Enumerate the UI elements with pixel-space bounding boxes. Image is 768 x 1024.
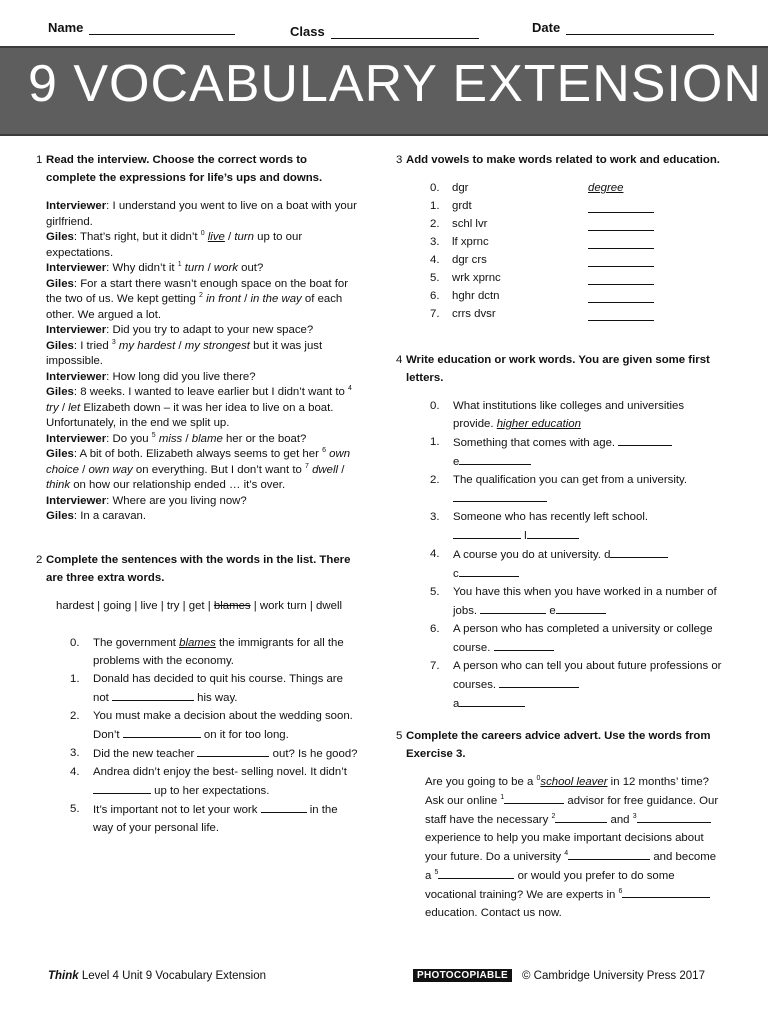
vowel-row: 7. crrs dvsr: [410, 305, 724, 323]
ex5-number: 5: [396, 730, 403, 742]
answer-blank[interactable]: [438, 866, 514, 879]
ex1-instruction: 1 Read the interview. Choose the correct words to complete the expressions for life’s ups and downs.: [36, 151, 360, 187]
dialog-line: Giles: In a caravan.: [46, 510, 147, 522]
dialog-line: Interviewer: How long did you live there?: [46, 370, 256, 383]
answer-blank[interactable]: [261, 800, 307, 813]
choice-option[interactable]: my hardest: [118, 339, 176, 352]
choice-option[interactable]: my strongest: [184, 339, 250, 352]
answer-blank[interactable]: [459, 694, 525, 707]
list-item: 4. Andrea didn’t enjoy the best- selling novel. It didn’t up to her expectations.: [70, 765, 347, 797]
list-item: 3. Someone who has recently left school. l: [430, 511, 649, 542]
list-item: 6. A person who has completed a university or college course.: [430, 623, 713, 654]
vowel-row: 0. dgr degree: [410, 179, 724, 197]
list-item: 7. A person who can tell you about future professions or courses. a: [430, 660, 722, 710]
list-item: 2. The qualification you can get from a university.: [416, 471, 724, 508]
date-field[interactable]: [532, 20, 714, 35]
example-answer: school leaver: [540, 776, 608, 788]
dialog-line: Giles: 8 weeks. I wanted to leave earlier but I didn’t want to $^4$ try / let Elizabeth down – it was her idea to live on a boat. Unfortunately, in the end we split up.: [46, 385, 352, 429]
name-blank[interactable]: [89, 20, 235, 35]
list-item: 5. You have this when you have worked in a number of jobs. e: [430, 586, 717, 617]
ex1-number: 1: [36, 154, 43, 166]
list-item: 2. You must make a decision about the wedding soon. Don’t on it for too long.: [70, 709, 353, 741]
brand-name: Think: [48, 970, 79, 982]
answer-blank[interactable]: [93, 781, 151, 794]
ex2-items: [36, 634, 360, 837]
ex2-number: 2: [36, 553, 43, 566]
choice-option[interactable]: think: [46, 479, 71, 491]
vowel-row: 1. grdt: [410, 197, 724, 215]
answer-blank[interactable]: [588, 272, 654, 285]
photocopiable-badge: PHOTOCOPIABLE: [413, 969, 512, 982]
ex2-instruction: 2 Complete the sentences with the words in the list. There are three extra words.: [36, 551, 360, 587]
answer-blank[interactable]: [588, 218, 654, 231]
vowel-row: 3. lf xprnc: [410, 233, 724, 251]
answer-blank[interactable]: [459, 452, 531, 465]
dialog-line: Interviewer: I understand you went to live on a boat with your girlfriend.: [46, 200, 357, 228]
dialog-line: Giles: I tried $^3$ my hardest / my strongest but it was just impossible.: [46, 338, 323, 367]
ex3-rows: [396, 179, 724, 323]
answer-blank[interactable]: [588, 308, 654, 321]
answer-blank[interactable]: [622, 885, 710, 898]
choice-option[interactable]: miss: [158, 432, 183, 445]
vowel-row: 5. wrk xprnc: [410, 269, 724, 287]
dialog-line: Giles: That’s right, but it didn’t $^0$ live / turn up to our expectations.: [46, 230, 303, 259]
copyright: © Cambridge University Press 2017: [522, 970, 705, 982]
answer-blank[interactable]: [112, 688, 194, 701]
class-label: Class: [290, 24, 325, 39]
answer-blank[interactable]: [588, 200, 654, 213]
dialog-line: Interviewer: Where are you living now?: [46, 494, 247, 507]
footer-title: Think Level 4 Unit 9 Vocabulary Extension: [48, 970, 266, 982]
list-item: 3. Did the new teacher out? Is he good?: [56, 744, 360, 763]
title-banner: [0, 46, 768, 136]
choice-option[interactable]: in the way: [250, 293, 302, 305]
answer-blank[interactable]: [568, 847, 650, 860]
choice-option[interactable]: own choice: [46, 448, 351, 476]
answer-blank[interactable]: [480, 601, 546, 614]
vowel-row: 6. hghr dctn: [410, 287, 724, 305]
example-answer: blames: [179, 636, 216, 649]
answer-blank[interactable]: [556, 601, 606, 614]
ex4-number: 4: [396, 354, 403, 366]
ex5-instruction: 5 Complete the careers advice advert. Use the words from Exercise 3.: [396, 727, 724, 763]
dialog-line: Giles: For a start there wasn’t enough space on the boat for the two of us. We kept getting $^2$ in front / in the way of each other. We argued a lot.: [46, 277, 349, 321]
answer-blank[interactable]: [494, 638, 554, 651]
list-item: 4. A course you do at university. d c: [416, 545, 724, 583]
answer-blank[interactable]: [588, 290, 654, 303]
list-item: 0. What institutions like colleges and universities provide. higher education: [430, 400, 685, 430]
vowel-row: 2. schl lvr: [410, 215, 724, 233]
ex3-number: 3: [396, 154, 403, 166]
name-field[interactable]: [48, 20, 235, 35]
answer-blank[interactable]: [527, 526, 579, 539]
list-item: 1. Something that comes with age. e: [416, 433, 724, 471]
answer-blank[interactable]: [459, 564, 519, 577]
ex4-instruction: 4 Write education or work words. You are given some first letters.: [396, 351, 724, 387]
list-item: 0. The government blames the immigrants for all the problems with the economy.: [70, 636, 344, 667]
date-blank[interactable]: [566, 20, 714, 35]
list-item: 1. Donald has decided to quit his course. Things are not his way.: [70, 672, 343, 704]
right-column: [396, 151, 724, 922]
answer-blank[interactable]: [197, 744, 269, 757]
answer-blank[interactable]: [610, 545, 668, 558]
choice-option[interactable]: dwell: [312, 463, 339, 476]
advert-text: Are you going to be a $^0$school leaver in 12 months’ time? Ask our online $^1$ advisor for free guidance. Our staff have the necessary $^2$ and $^3$ experience to help you make important decisions about your future. Do a university $^4$ and become a $^5$ or would you prefer to do some vocational training? We are experts in $^6$ education. Contact us now.: [425, 775, 719, 919]
ex3-instruction: 3 Add vowels to make words related to work and education.: [396, 151, 724, 169]
choice-option[interactable]: blame: [191, 432, 223, 445]
answer-blank[interactable]: [499, 675, 579, 688]
name-label: Name: [48, 20, 84, 35]
list-item: 5. It’s important not to let your work in the way of your personal life.: [56, 800, 360, 837]
answer-blank[interactable]: [588, 236, 654, 249]
dialog-line: Giles: A bit of both. Elizabeth always seems to get her $^6$ own choice / own way on everything. But I don’t want to $^7$ dwell / think on how our relationship ended … it’s over.: [46, 447, 351, 491]
choice-option[interactable]: work: [213, 262, 238, 274]
left-column: [36, 151, 360, 837]
example-answer: degree: [588, 182, 624, 194]
class-blank[interactable]: [331, 24, 479, 39]
answer-blank[interactable]: [453, 489, 547, 502]
answer-blank[interactable]: [618, 433, 672, 446]
choice-option[interactable]: let: [68, 401, 81, 414]
dialog-line: Interviewer: Do you $^5$ miss / blame her or the boat?: [46, 431, 307, 445]
struck-word: blames: [213, 599, 251, 612]
answer-blank[interactable]: [555, 810, 607, 823]
answer-blank[interactable]: [637, 810, 711, 823]
choice-option[interactable]: try: [46, 401, 59, 414]
choice-option[interactable]: turn: [184, 262, 205, 274]
choice-option[interactable]: own way: [88, 463, 133, 476]
date-label: Date: [532, 20, 561, 35]
choice-option[interactable]: in front: [206, 293, 241, 305]
ex1-dialog: [36, 199, 360, 525]
answer-blank[interactable]: [123, 725, 201, 738]
class-field[interactable]: [290, 24, 479, 39]
dialog-line: Interviewer: Why didn’t it $^1$ turn / work out?: [46, 261, 264, 274]
dialog-line: Interviewer: Did you try to adapt to your new space?: [46, 324, 314, 336]
vowel-row: 4. dgr crs: [410, 251, 724, 269]
page-title: 9 VOCABULARY EXTENSION: [28, 55, 762, 113]
word-list: hardest | going | live | try | get | blames | work turn | dwell: [56, 599, 343, 612]
answer-blank[interactable]: [453, 526, 521, 539]
answer-blank[interactable]: [504, 791, 564, 804]
ex4-items: [396, 397, 724, 713]
answer-blank[interactable]: [588, 254, 654, 267]
example-answer: higher education: [496, 418, 581, 430]
example-answer: live: [207, 231, 225, 243]
